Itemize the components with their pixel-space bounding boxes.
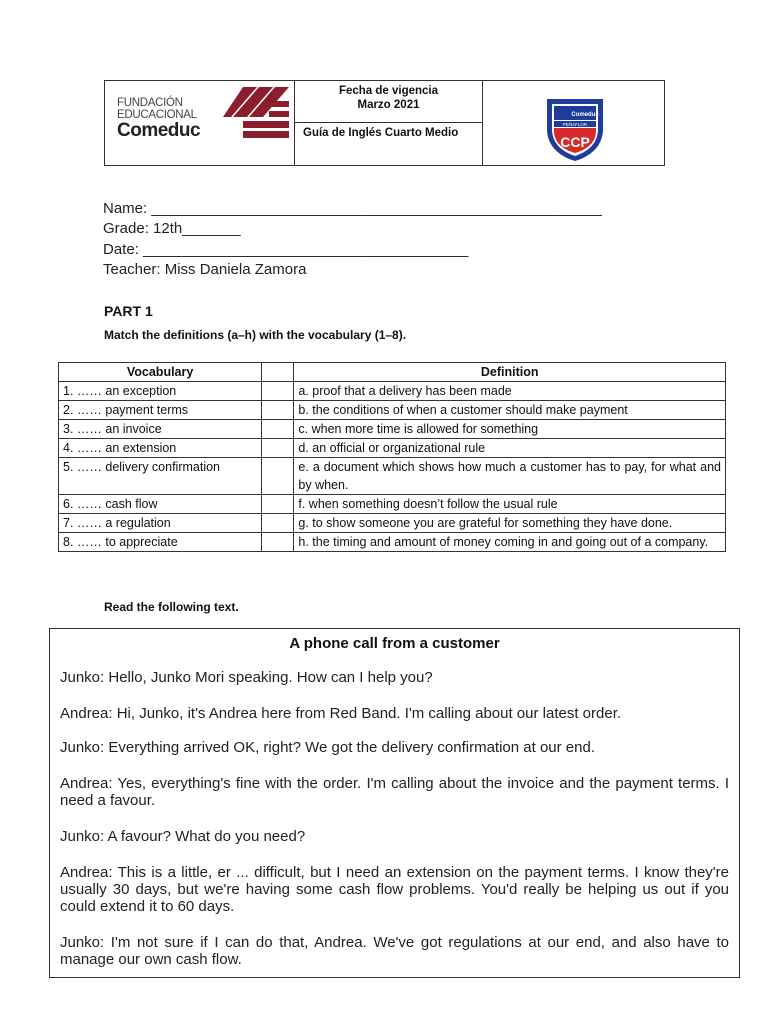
answer-cell[interactable] (262, 495, 294, 514)
vocabulary-cell: 2. …… payment terms (59, 401, 262, 420)
dialogue-paragraph: Junko: Hello, Junko Mori speaking. How can I help you? (60, 669, 433, 686)
name-line[interactable]: Name: ______________________________________________________ (103, 200, 602, 217)
dialogue-paragraph: Junko: Everything arrived OK, right? We got the delivery confirmation at our end. (60, 739, 595, 756)
table-row (59, 495, 726, 514)
vocabulary-cell: 5. …… delivery confirmation (59, 458, 262, 495)
table-row (59, 439, 726, 458)
reading-instruction: Read the following text. (104, 600, 239, 614)
foundation-logo (117, 97, 200, 141)
seal-cell (483, 81, 664, 165)
logo-line3: Comeduc (117, 120, 201, 141)
answer-cell[interactable] (262, 401, 294, 420)
validity-label: Fecha de vigencia (338, 85, 439, 97)
logo-line1: FUNDACIÓN (117, 97, 183, 109)
dialogue-paragraph: Andrea: Yes, everything's fine with the order. I'm calling about the invoice and the payment terms. I need a favour. (60, 775, 729, 809)
definition-cell: d. an official or organizational rule (294, 439, 726, 458)
vocabulary-cell: 3. …… an invoice (59, 420, 262, 439)
vocabulary-cell: 1. …… an exception (59, 382, 262, 401)
dialogue-paragraph: Andrea: This is a little, er ... difficult, but I need an extension on the payment terms. I know they're usually 30 days, but we're having some cash flow problems. You'd really be helping us out if you could extend it to 60 days. (60, 864, 729, 915)
table-row (59, 533, 726, 552)
vocabulary-cell: 8. …… to appreciate (59, 533, 262, 552)
part-title: PART 1 (104, 303, 153, 319)
header-info-cell (295, 81, 483, 165)
definition-cell: f. when something doesn’t follow the usual rule (294, 495, 726, 514)
answer-cell[interactable] (262, 533, 294, 552)
validity-date: Marzo 2021 (357, 99, 420, 111)
definition-cell: h. the timing and amount of money coming in and going out of a company. (294, 533, 726, 552)
table-row (59, 514, 726, 533)
answer-cell[interactable] (262, 420, 294, 439)
table-row (59, 420, 726, 439)
definition-cell: a. proof that a delivery has been made (294, 382, 726, 401)
dialogue-paragraph: Andrea: Hi, Junko, it's Andrea here from Red Band. I'm calling about our latest order. (60, 705, 622, 722)
seal-band-text: PEÑAFLOR (562, 122, 588, 127)
table-row (59, 458, 726, 495)
vocabulary-table (58, 362, 726, 552)
table-row (59, 382, 726, 401)
answer-header (262, 363, 294, 382)
answer-cell[interactable] (262, 382, 294, 401)
definition-header: Definition (294, 363, 726, 382)
logo-line2: EDUCACIONAL (117, 109, 197, 121)
answer-cell[interactable] (262, 458, 294, 495)
reading-title: A phone call from a customer (289, 635, 500, 652)
seal-top-text: Comeduc (571, 112, 599, 118)
logo-cell (105, 81, 295, 165)
reading-text-box (49, 628, 740, 978)
definition-cell: b. the conditions of when a customer should make payment (294, 401, 726, 420)
vocabulary-cell: 6. …… cash flow (59, 495, 262, 514)
school-seal-icon (543, 95, 607, 163)
guide-title: Guía de Inglés Cuarto Medio (303, 127, 459, 139)
answer-cell[interactable] (262, 439, 294, 458)
seal-letters: CCP (560, 134, 590, 150)
document-header (104, 80, 665, 166)
definition-cell: g. to show someone you are grateful for something they have done. (294, 514, 726, 533)
answer-cell[interactable] (262, 514, 294, 533)
vocabulary-cell: 7. …… a regulation (59, 514, 262, 533)
part-instructions: Match the definitions (a–h) with the vocabulary (1–8). (104, 328, 407, 342)
date-line[interactable]: Date: _______________________________________ (103, 241, 469, 258)
grade-line[interactable]: Grade: 12th_______ (103, 220, 241, 237)
vocabulary-header: Vocabulary (59, 363, 262, 382)
dialogue-paragraph: Junko: I'm not sure if I can do that, Andrea. We've got regulations at our end, and also have to manage our own cash flow. (60, 934, 729, 968)
definition-cell: e. a document which shows how much a customer has to pay, for what and by when. (294, 458, 726, 495)
teacher-line: Teacher: Miss Daniela Zamora (103, 261, 307, 278)
logo-stripes-icon (223, 87, 289, 139)
vocabulary-cell: 4. …… an extension (59, 439, 262, 458)
table-header-row (59, 363, 726, 382)
dialogue-paragraph: Junko: A favour? What do you need? (60, 828, 306, 845)
definition-cell: c. when more time is allowed for something (294, 420, 726, 439)
table-row (59, 401, 726, 420)
